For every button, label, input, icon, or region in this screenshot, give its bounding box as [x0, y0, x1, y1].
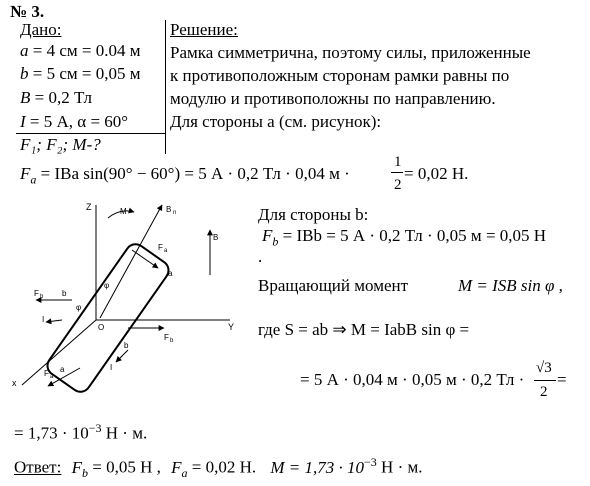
side-b-label-left: b: [62, 289, 67, 298]
fa-top-label: F: [158, 243, 163, 252]
given-current-value: = 5 А, α = 60°: [25, 112, 129, 131]
result-value: = 1,73 · 10: [14, 423, 89, 443]
given-a: [20, 41, 141, 61]
answer-fb-value: = 0,05 Н ,: [87, 457, 161, 477]
given-a-value: = 4 см = 0.04 м: [28, 41, 141, 60]
side-b-label-right: b: [124, 341, 129, 350]
given-current-var: I: [20, 112, 26, 131]
solution-line-4: Для стороны a (см. рисунок):: [170, 112, 382, 131]
x-axis-label: x: [12, 378, 17, 388]
x-axis: [22, 320, 96, 385]
calc-line: = 5 А · 0,04 м · 0,05 м · 0,2 Тл ·: [300, 370, 525, 389]
origin-label: O: [98, 323, 105, 332]
answer-m-exponent: −3: [364, 455, 377, 469]
solution-line-1: Рамка симметрична, поэтому силы, приложенные: [170, 43, 531, 62]
sqrt-fraction-bar: [534, 380, 556, 381]
fa-bottom-label: F: [44, 369, 49, 378]
fa-symbol: F: [20, 164, 31, 183]
fa-top-arrow: [132, 250, 158, 268]
fb-subscript: b: [272, 234, 279, 249]
current-arrow-bottom: [116, 350, 128, 362]
side-a-label-bottom: a: [60, 365, 65, 374]
given-field-var: B: [20, 88, 31, 107]
fa-expression: = IBa sin(90° − 60°) = 5 А · 0,2 Тл · 0,04 м ·: [36, 164, 350, 183]
field-vector-label: B: [213, 233, 219, 242]
given-b: [20, 64, 141, 84]
formula-fa: [20, 164, 350, 189]
given-separator: [16, 133, 166, 134]
fa-fraction-den: 2: [394, 177, 402, 193]
formula-fb: [262, 226, 546, 251]
fa-subscript: a: [30, 172, 37, 187]
fb-symbol: F: [262, 226, 273, 245]
fb-left-label: F: [34, 289, 39, 298]
normal-vector-label: B: [166, 205, 172, 214]
answer-label: Ответ:: [14, 457, 62, 477]
current-arrow-left: [46, 320, 62, 322]
result-line: [14, 418, 147, 444]
y-axis-label: Y: [228, 322, 235, 332]
answer-m-unit: Н · м.: [376, 457, 423, 477]
fa-fraction-bar: [391, 172, 403, 173]
fa-top-subscript: a: [164, 248, 168, 254]
result-exponent: −3: [88, 421, 102, 435]
solution-header: Решение:: [170, 20, 238, 39]
torque-formula: M = ISB sin φ ,: [458, 276, 563, 295]
sqrt-denominator: 2: [540, 384, 548, 400]
side-b-label: Для стороны b:: [258, 205, 369, 224]
given-field-value: = 0,2 Тл: [30, 88, 92, 107]
answer-fa-subscript: a: [181, 466, 188, 481]
problem-number: № 3.: [10, 2, 45, 21]
angle-label: φ: [104, 281, 110, 290]
answer-m-value: M = 1,73 · 10: [270, 457, 365, 477]
fa-result: = 0,02 Н.: [404, 164, 469, 183]
solution-line-3: модулю и противоположны по направлению.: [170, 89, 496, 108]
answer-fa-symbol: F: [171, 457, 182, 477]
answer-line: [14, 452, 423, 483]
fb-expression: = IBb = 5 А · 0,2 Тл · 0,05 м = 0,05 Н: [278, 226, 547, 245]
sqrt-numerator: √3: [536, 360, 552, 376]
given-divider: [165, 20, 166, 154]
z-axis-label: Z: [86, 202, 92, 212]
answer-fa-value: = 0,02 Н.: [187, 457, 257, 477]
calc-end: =: [557, 370, 567, 389]
solution-line-2: к противоположным сторонам рамки равны по: [170, 66, 510, 85]
given-header: Дано:: [20, 20, 62, 39]
answer-fb-subscript: b: [81, 466, 88, 481]
side-a-label-top: a: [168, 269, 173, 278]
given-field: [20, 88, 92, 108]
trailing-dot: .: [258, 247, 263, 266]
moment-label: M: [120, 207, 127, 216]
answer-fb-symbol: F: [71, 457, 82, 477]
find-line: F₁; F₂; M-?: [20, 135, 101, 154]
given-a-var: a: [20, 41, 29, 60]
where-line: где S = ab ⇒ M = IabB sin φ =: [258, 320, 470, 339]
result-unit: Н · м.: [101, 423, 148, 443]
fb-right-subscript: b: [170, 338, 174, 344]
given-current: [20, 112, 128, 132]
current-label-left: I: [42, 315, 45, 324]
torque-label: Вращающий момент: [258, 276, 409, 295]
fa-fraction-num: 1: [394, 154, 402, 170]
angle-label-2: φ: [76, 303, 82, 312]
fa-bottom-subscript: a: [50, 374, 54, 380]
fb-left-subscript: b: [40, 294, 44, 300]
given-b-var: b: [20, 64, 29, 83]
current-label-bottom: I: [110, 363, 113, 372]
normal-vector-subscript: n: [173, 210, 177, 216]
given-b-value: = 5 см = 0,05 м: [28, 64, 141, 83]
normal-vector-arrow: [100, 205, 162, 318]
fb-right-label: F: [164, 333, 169, 342]
frame-diagram: [0, 190, 250, 400]
